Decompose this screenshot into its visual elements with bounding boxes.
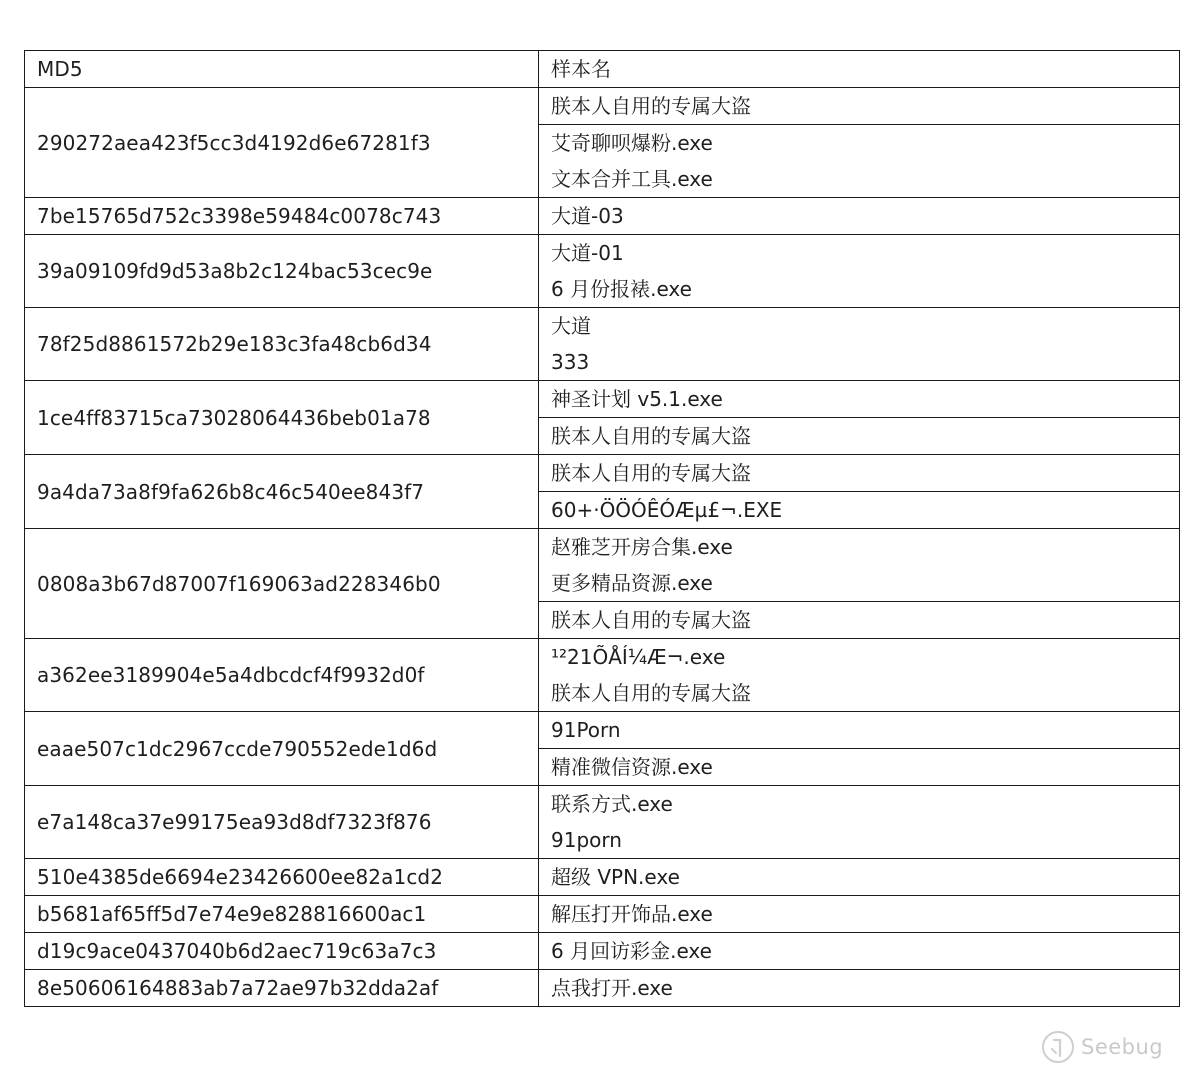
table-row: [25, 933, 1180, 970]
sample-name: 6 月份报裱.exe: [551, 277, 692, 301]
md5-hash-cell: 1ce4ff83715ca73028064436beb01a78: [25, 381, 539, 455]
sample-names-cell: [539, 786, 1180, 859]
table-row: [25, 381, 1180, 455]
header-sample-name: 样本名: [539, 51, 1180, 88]
sample-name: 文本合并工具.exe: [551, 167, 713, 191]
md5-hash-cell: a362ee3189904e5a4dbcdcf4f9932d0f: [25, 639, 539, 712]
sample-name: 联系方式.exe: [551, 792, 673, 816]
header-md5: MD5: [25, 51, 539, 88]
sample-name: 朕本人自用的专属大盗: [539, 601, 1179, 638]
sample-name: 朕本人自用的专属大盗: [551, 681, 751, 705]
sample-names-cell: [539, 308, 1180, 381]
sample-name: 6 月回访彩金.exe: [551, 939, 712, 963]
sample-name: 精准微信资源.exe: [539, 748, 1179, 785]
md5-hash-cell: 0808a3b67d87007f169063ad228346b0: [25, 529, 539, 639]
sample-names-cell: [539, 235, 1180, 308]
sample-names-cell: [539, 198, 1180, 235]
sample-names-cell: [539, 455, 1180, 529]
table-header-row: [25, 51, 1180, 88]
table-row: [25, 970, 1180, 1007]
sample-name: 朕本人自用的专属大盗: [551, 94, 751, 118]
table-row: [25, 235, 1180, 308]
table-row: [25, 896, 1180, 933]
md5-hash-cell: 78f25d8861572b29e183c3fa48cb6d34: [25, 308, 539, 381]
table-row: [25, 712, 1180, 786]
watermark-text: Seebug: [1081, 1035, 1164, 1059]
md5-sample-table: [24, 50, 1180, 1007]
sample-name: ¹²21ÕÅÍ¼Æ¬.exe: [551, 645, 726, 669]
md5-hash-cell: 290272aea423f5cc3d4192d6e67281f3: [25, 88, 539, 198]
sample-name: 91Porn: [551, 718, 621, 742]
sample-name: 朕本人自用的专属大盗: [551, 461, 751, 485]
table-row: [25, 639, 1180, 712]
md5-hash-cell: b5681af65ff5d7e74e9e828816600ac1: [25, 896, 539, 933]
sample-name: 大道-01: [551, 241, 624, 265]
md5-hash-cell: d19c9ace0437040b6d2aec719c63a7c3: [25, 933, 539, 970]
sample-names-cell: [539, 933, 1180, 970]
md5-hash-cell: 9a4da73a8f9fa626b8c46c540ee843f7: [25, 455, 539, 529]
md5-hash-cell: 39a09109fd9d53a8b2c124bac53cec9e: [25, 235, 539, 308]
seebug-watermark: [1040, 1029, 1163, 1065]
sample-name: 超级 VPN.exe: [551, 865, 680, 889]
sample-names-cell: [539, 859, 1180, 896]
table-row: [25, 859, 1180, 896]
table-row: [25, 455, 1180, 529]
sample-names-cell: [539, 712, 1180, 786]
sample-name: 点我打开.exe: [551, 976, 673, 1000]
md5-hash-cell: 7be15765d752c3398e59484c0078c743: [25, 198, 539, 235]
sample-names-cell: [539, 639, 1180, 712]
sample-name: 艾奇聊呗爆粉.exe: [539, 124, 1179, 161]
table-row: [25, 198, 1180, 235]
sample-names-cell: [539, 896, 1180, 933]
sample-names-cell: [539, 970, 1180, 1007]
sample-name: 更多精品资源.exe: [551, 571, 713, 595]
seebug-logo-icon: [1040, 1029, 1076, 1065]
md5-hash-cell: 8e50606164883ab7a72ae97b32dda2af: [25, 970, 539, 1007]
sample-name: 91porn: [551, 828, 622, 852]
md5-hash-cell: e7a148ca37e99175ea93d8df7323f876: [25, 786, 539, 859]
table-body: [25, 51, 1180, 1007]
sample-name: 大道: [551, 314, 591, 338]
md5-hash-cell: eaae507c1dc2967ccde790552ede1d6d: [25, 712, 539, 786]
sample-names-cell: [539, 529, 1180, 639]
sample-name: 赵雅芝开房合集.exe: [551, 535, 733, 559]
sample-name: 解压打开饰品.exe: [551, 902, 713, 926]
sample-name: 大道-03: [551, 204, 624, 228]
table-row: [25, 786, 1180, 859]
table-row: [25, 88, 1180, 198]
md5-hash-cell: 510e4385de6694e23426600ee82a1cd2: [25, 859, 539, 896]
sample-name: 朕本人自用的专属大盗: [539, 417, 1179, 454]
sample-names-cell: [539, 88, 1180, 198]
table-row: [25, 308, 1180, 381]
table-row: [25, 529, 1180, 639]
sample-name: 神圣计划 v5.1.exe: [551, 387, 723, 411]
sample-name: 333: [551, 350, 590, 374]
sample-names-cell: [539, 381, 1180, 455]
sample-name: 60+·ÖÖÓÊÓÆµ£¬.EXE: [539, 491, 1179, 528]
